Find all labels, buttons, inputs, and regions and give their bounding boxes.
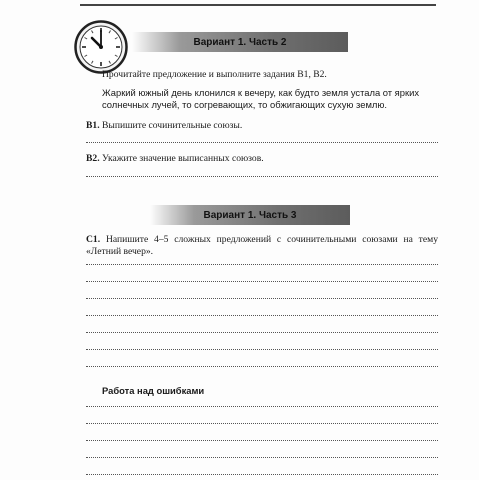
answer-line [86, 366, 438, 367]
clock-icon [74, 20, 128, 74]
instruction: Прочитайте предложение и выполните задания В1, В2. [102, 69, 327, 80]
part3-banner: Вариант 1. Часть 3 [150, 205, 350, 225]
b2-text: Укажите значение выписанных союзов. [102, 153, 264, 164]
answer-line [86, 264, 438, 265]
b2-label: В2. [86, 153, 100, 164]
answer-line [86, 457, 438, 458]
question-b1 [86, 120, 436, 132]
answer-line [86, 176, 438, 177]
answer-line [86, 406, 438, 407]
c1-label: С1. [86, 234, 101, 245]
b1-label: В1. [86, 120, 100, 131]
answer-line [86, 332, 438, 333]
answer-line [86, 440, 438, 441]
answer-line [86, 281, 438, 282]
answer-line [86, 142, 438, 143]
errors-title: Работа над ошибками [102, 385, 205, 396]
part2-banner: Вариант 1. Часть 2 [132, 32, 348, 52]
answer-line [86, 474, 438, 475]
question-c1 [86, 234, 438, 258]
b1-text: Выпишите сочинительные союзы. [102, 120, 243, 131]
answer-line [86, 315, 438, 316]
c1-text: Напишите 4–5 сложных предложений с сочинительными союзами на тему «Летний вечер». [86, 234, 438, 257]
passage: Жаркий южный день клонился к вечеру, как будто земля устала от ярких солнечных лучей, то согревающих, то обжигающих сухую землю. [102, 87, 420, 110]
answer-line [86, 298, 438, 299]
answer-line [86, 423, 438, 424]
answer-line [86, 349, 438, 350]
top-rule [80, 4, 436, 6]
question-b2 [86, 153, 436, 165]
